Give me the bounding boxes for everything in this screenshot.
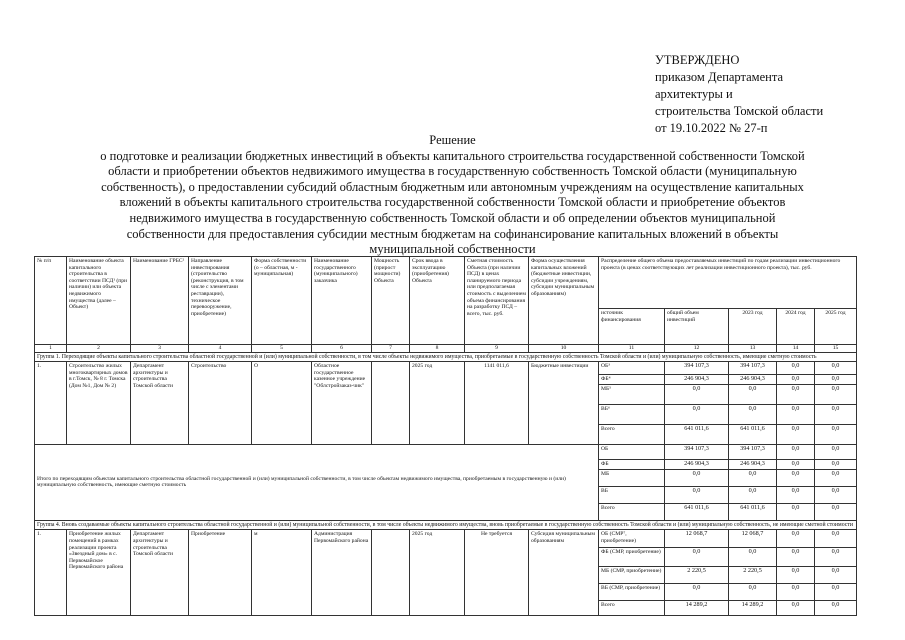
header-cell: Наименование объекта капитального строительства в соответствии ПСД¹ (при наличии) или объекта недвижимого имущества (далее – Объект) [67, 257, 131, 345]
fin-total: 0,0 [665, 486, 729, 503]
fin-total: 394 107,3 [665, 445, 729, 460]
fin-2023: 12 068,7 [729, 530, 777, 548]
fin-2023: 0,0 [729, 385, 777, 405]
fin-source: ФБ (СМР, приобретение) [599, 548, 665, 567]
header-cell: Форма осуществления капитальных вложений (бюджетные инвестиции, субсидии учреждениям, субсидии муниципальным образованиям) [529, 257, 599, 345]
fin-source: МБ [599, 469, 665, 486]
column-number: 7 [372, 345, 410, 353]
fin-2024: 0,0 [777, 486, 815, 503]
column-number: 8 [410, 345, 465, 353]
fin-2024: 0,0 [777, 425, 815, 445]
fin-2024: 0,0 [777, 405, 815, 425]
fin-2024: 0,0 [777, 445, 815, 460]
fin-2025: 0,0 [815, 548, 857, 567]
header-cell: Наименование государственного (муниципального) заказчика [312, 257, 372, 345]
header-cell: Форма собственности (о – областная, м - муниципальная) [252, 257, 312, 345]
header-cell: Срок ввода в эксплуатацию (приобретения) Объекта [410, 257, 465, 345]
header-cell: 2023 год [729, 309, 777, 345]
title-heading: Решение [429, 133, 476, 147]
fin-2023: 14 289,2 [729, 601, 777, 616]
approval-line: УТВЕРЖДЕНО [655, 53, 740, 67]
fin-source: ВБ [599, 486, 665, 503]
fin-2023: 0,0 [729, 548, 777, 567]
fin-2025: 0,0 [815, 405, 857, 425]
column-number: 13 [729, 345, 777, 353]
fin-2025: 0,0 [815, 425, 857, 445]
fin-total: 394 107,3 [665, 362, 729, 375]
object-name: Строительство жилых многоквартирных домов в г.Томск, № 8 г. Томска (Дом №1, Дом № 2) [67, 362, 131, 445]
fin-2024: 0,0 [777, 503, 815, 520]
fin-source: Всего [599, 425, 665, 445]
fin-2023: 0,0 [729, 584, 777, 601]
fin-total: 246 904,3 [665, 375, 729, 385]
fin-2025: 0,0 [815, 567, 857, 584]
header-cell: Мощность (прирост мощности) Объекта [372, 257, 410, 345]
fin-2023: 246 904,3 [729, 375, 777, 385]
direction: Строительство [189, 362, 252, 445]
fin-source: Всего [599, 503, 665, 520]
fin-total: 0,0 [665, 405, 729, 425]
title-line: муниципальной собственности [369, 242, 536, 257]
header-cell: источник финансирования [599, 309, 665, 345]
fin-2025: 0,0 [815, 584, 857, 601]
column-number: 5 [252, 345, 312, 353]
column-number: 6 [312, 345, 372, 353]
fin-total: 0,0 [665, 584, 729, 601]
fin-2025: 0,0 [815, 460, 857, 470]
header-cell: 2024 год [777, 309, 815, 345]
grbs-name: Департамент архитектуры и строительства Томской области [131, 362, 189, 445]
column-number: 10 [529, 345, 599, 353]
title-line: о подготовке и реализации бюджетных инвестиций в объекты капитального строительства государственной собственности Томской [100, 148, 805, 163]
fin-2023: 0,0 [729, 486, 777, 503]
fin-2024: 0,0 [777, 601, 815, 616]
fin-2025: 0,0 [815, 375, 857, 385]
column-number: 1 [35, 345, 67, 353]
header-cell: Наименование ГРБС² [131, 257, 189, 345]
column-number: 12 [665, 345, 729, 353]
group-row [35, 352, 857, 362]
investment-table [34, 256, 857, 616]
fin-2024: 0,0 [777, 375, 815, 385]
estimated-cost: Не требуется [465, 530, 529, 616]
fin-2024: 0,0 [777, 548, 815, 567]
fin-total: 246 904,3 [665, 460, 729, 470]
ownership: О [252, 362, 312, 445]
capacity [372, 362, 410, 445]
title-line: собственности для предоставления субсидии местным бюджетам на софинансирование капитальных вложений в объекты [126, 226, 779, 241]
column-number: 11 [599, 345, 665, 353]
header-cell: № п/п [35, 257, 67, 345]
object-name: Приобретение жилых помещений в рамках реализации проекта «Звездный дом» в с. Первомайское Первомайского района [67, 530, 131, 616]
fin-total: 641 011,6 [665, 503, 729, 520]
fin-source: Всего [599, 601, 665, 616]
header-cell: 2025 год [815, 309, 857, 345]
fin-2024: 0,0 [777, 362, 815, 375]
header-cell: Направление инвестирования (строительство (реконструкция, в том числе с элементами реставрации), техническое перевооружение, приобретение) [189, 257, 252, 345]
fin-2023: 0,0 [729, 405, 777, 425]
header-cell: Сметная стоимость Объекта (при наличии ПСД) в ценах планируемого периода или предполагаемая стоимость с выделением объема финансирования на разработку ПСД – всего, тыс. руб. [465, 257, 529, 345]
fin-2023: 246 904,3 [729, 460, 777, 470]
group-title: Группа 4. Вновь создаваемые объекты капитального строительства областной государственной и (или) муниципальной собственности, в том числе объекты недвижимого имущества, вновь приобретаемые в государственную собственность Томской области и (или) муниципальную собственность, не имеющие сметной стоимости [35, 520, 857, 530]
fin-2023: 641 011,6 [729, 503, 777, 520]
fin-source: ФБ [599, 460, 665, 470]
customer: Областное государственное казенное учреждение "Облстройзаказ-чик" [312, 362, 372, 445]
fin-2024: 0,0 [777, 584, 815, 601]
column-number: 9 [465, 345, 529, 353]
header-cell-distribution: Распределение общего объема предоставляемых инвестиций по годам реализации инвестиционного проекта (в ценах соответствующих лет реализации инвестиционного проекта), тыс. руб. [599, 257, 857, 309]
fin-source: МБ⁵ [599, 385, 665, 405]
fin-2023: 2 220,5 [729, 567, 777, 584]
fin-source: ВБ⁶ [599, 405, 665, 425]
approval-line: строительства Томской области [655, 104, 824, 118]
fin-2024: 0,0 [777, 567, 815, 584]
fin-2023: 641 011,6 [729, 425, 777, 445]
fin-source: МБ (СМР, приобретение) [599, 567, 665, 584]
fin-source: ОБ (СМР⁷, приобретение) [599, 530, 665, 548]
fin-2025: 0,0 [815, 601, 857, 616]
fin-2024: 0,0 [777, 460, 815, 470]
fin-2024: 0,0 [777, 530, 815, 548]
fin-2023: 394 107,3 [729, 362, 777, 375]
fin-source: ФБ⁴ [599, 375, 665, 385]
fin-2025: 0,0 [815, 362, 857, 375]
fin-2024: 0,0 [777, 385, 815, 405]
column-number: 15 [815, 345, 857, 353]
fin-source: ВБ (СМР, приобретение) [599, 584, 665, 601]
fin-total: 641 011,6 [665, 425, 729, 445]
row-number: 1. [35, 530, 67, 616]
fin-2023: 0,0 [729, 469, 777, 486]
column-number: 2 [67, 345, 131, 353]
fin-2024: 0,0 [777, 469, 815, 486]
group-title: Группа 1. Переходящие объекты капитального строительства областной государственной и (или) муниципальной собственности, в том числе объекты недвижимого имущества, приобретаемые в государственную собственность Томской области и (или) муниципальную собственность, имеющие сметную стоимость [35, 352, 857, 362]
fin-2023: 394 107,3 [729, 445, 777, 460]
title-line: вложений в объекты капитального строительства государственной собственности Томской области и приобретение объектов [119, 195, 786, 210]
term: 2025 год [410, 362, 465, 445]
column-number: 14 [777, 345, 815, 353]
fin-total: 12 068,7 [665, 530, 729, 548]
approval-line: приказом Департамента [655, 70, 783, 84]
approval-line: от 19.10.2022 № 27-п [655, 121, 768, 135]
capacity [372, 530, 410, 616]
approval-line: архитектуры и [655, 87, 733, 101]
term: 2025 год [410, 530, 465, 616]
table-row [35, 530, 857, 548]
table-row [35, 362, 857, 375]
grbs-name: Департамент архитектуры и строительства Томской области [131, 530, 189, 616]
estimated-cost: 1141 011,6 [465, 362, 529, 445]
title-line: недвижимого имущества в государственную собственность Томской области и об определении объектов муниципальной [129, 210, 776, 225]
fin-2025: 0,0 [815, 469, 857, 486]
column-number-row [35, 345, 857, 353]
direction: Приобретение [189, 530, 252, 616]
fin-total: 0,0 [665, 469, 729, 486]
title-line: собственность), о предоставлении субсидий областным бюджетным или автономным учреждениям на осуществление капитальных [101, 179, 804, 194]
document-title [20, 133, 885, 258]
summary-row [35, 445, 857, 460]
fin-total: 2 220,5 [665, 567, 729, 584]
fin-2025: 0,0 [815, 486, 857, 503]
fin-source: ОБ³ [599, 362, 665, 375]
fin-2025: 0,0 [815, 503, 857, 520]
customer: Администрация Первомайского района [312, 530, 372, 616]
group-row [35, 520, 857, 530]
fin-total: 14 289,2 [665, 601, 729, 616]
fin-2025: 0,0 [815, 385, 857, 405]
column-number: 4 [189, 345, 252, 353]
approval-stamp [655, 52, 823, 137]
investment-form: Субсидия муниципальным образованиям [529, 530, 599, 616]
ownership: м [252, 530, 312, 616]
header-cell: общий объем инвестиций [665, 309, 729, 345]
title-line: области и приобретении объектов недвижимого имущества в государственную собственность Томской области (муниципальную [108, 164, 797, 179]
fin-source: ОБ [599, 445, 665, 460]
column-number: 3 [131, 345, 189, 353]
investment-form: Бюджетные инвестиции [529, 362, 599, 445]
fin-2025: 0,0 [815, 445, 857, 460]
summary-label: Итого по переходящим объектам капитального строительства областной государственной и (или) муниципальной собственности, в том числе объектам недвижимого имущества, приобретаемым в государственную и (или) муниципальную собственность, имеющие сметную стоимость [35, 445, 599, 521]
fin-total: 0,0 [665, 385, 729, 405]
row-number: 1. [35, 362, 67, 445]
fin-2025: 0,0 [815, 530, 857, 548]
header-row [35, 257, 857, 309]
fin-total: 0,0 [665, 548, 729, 567]
